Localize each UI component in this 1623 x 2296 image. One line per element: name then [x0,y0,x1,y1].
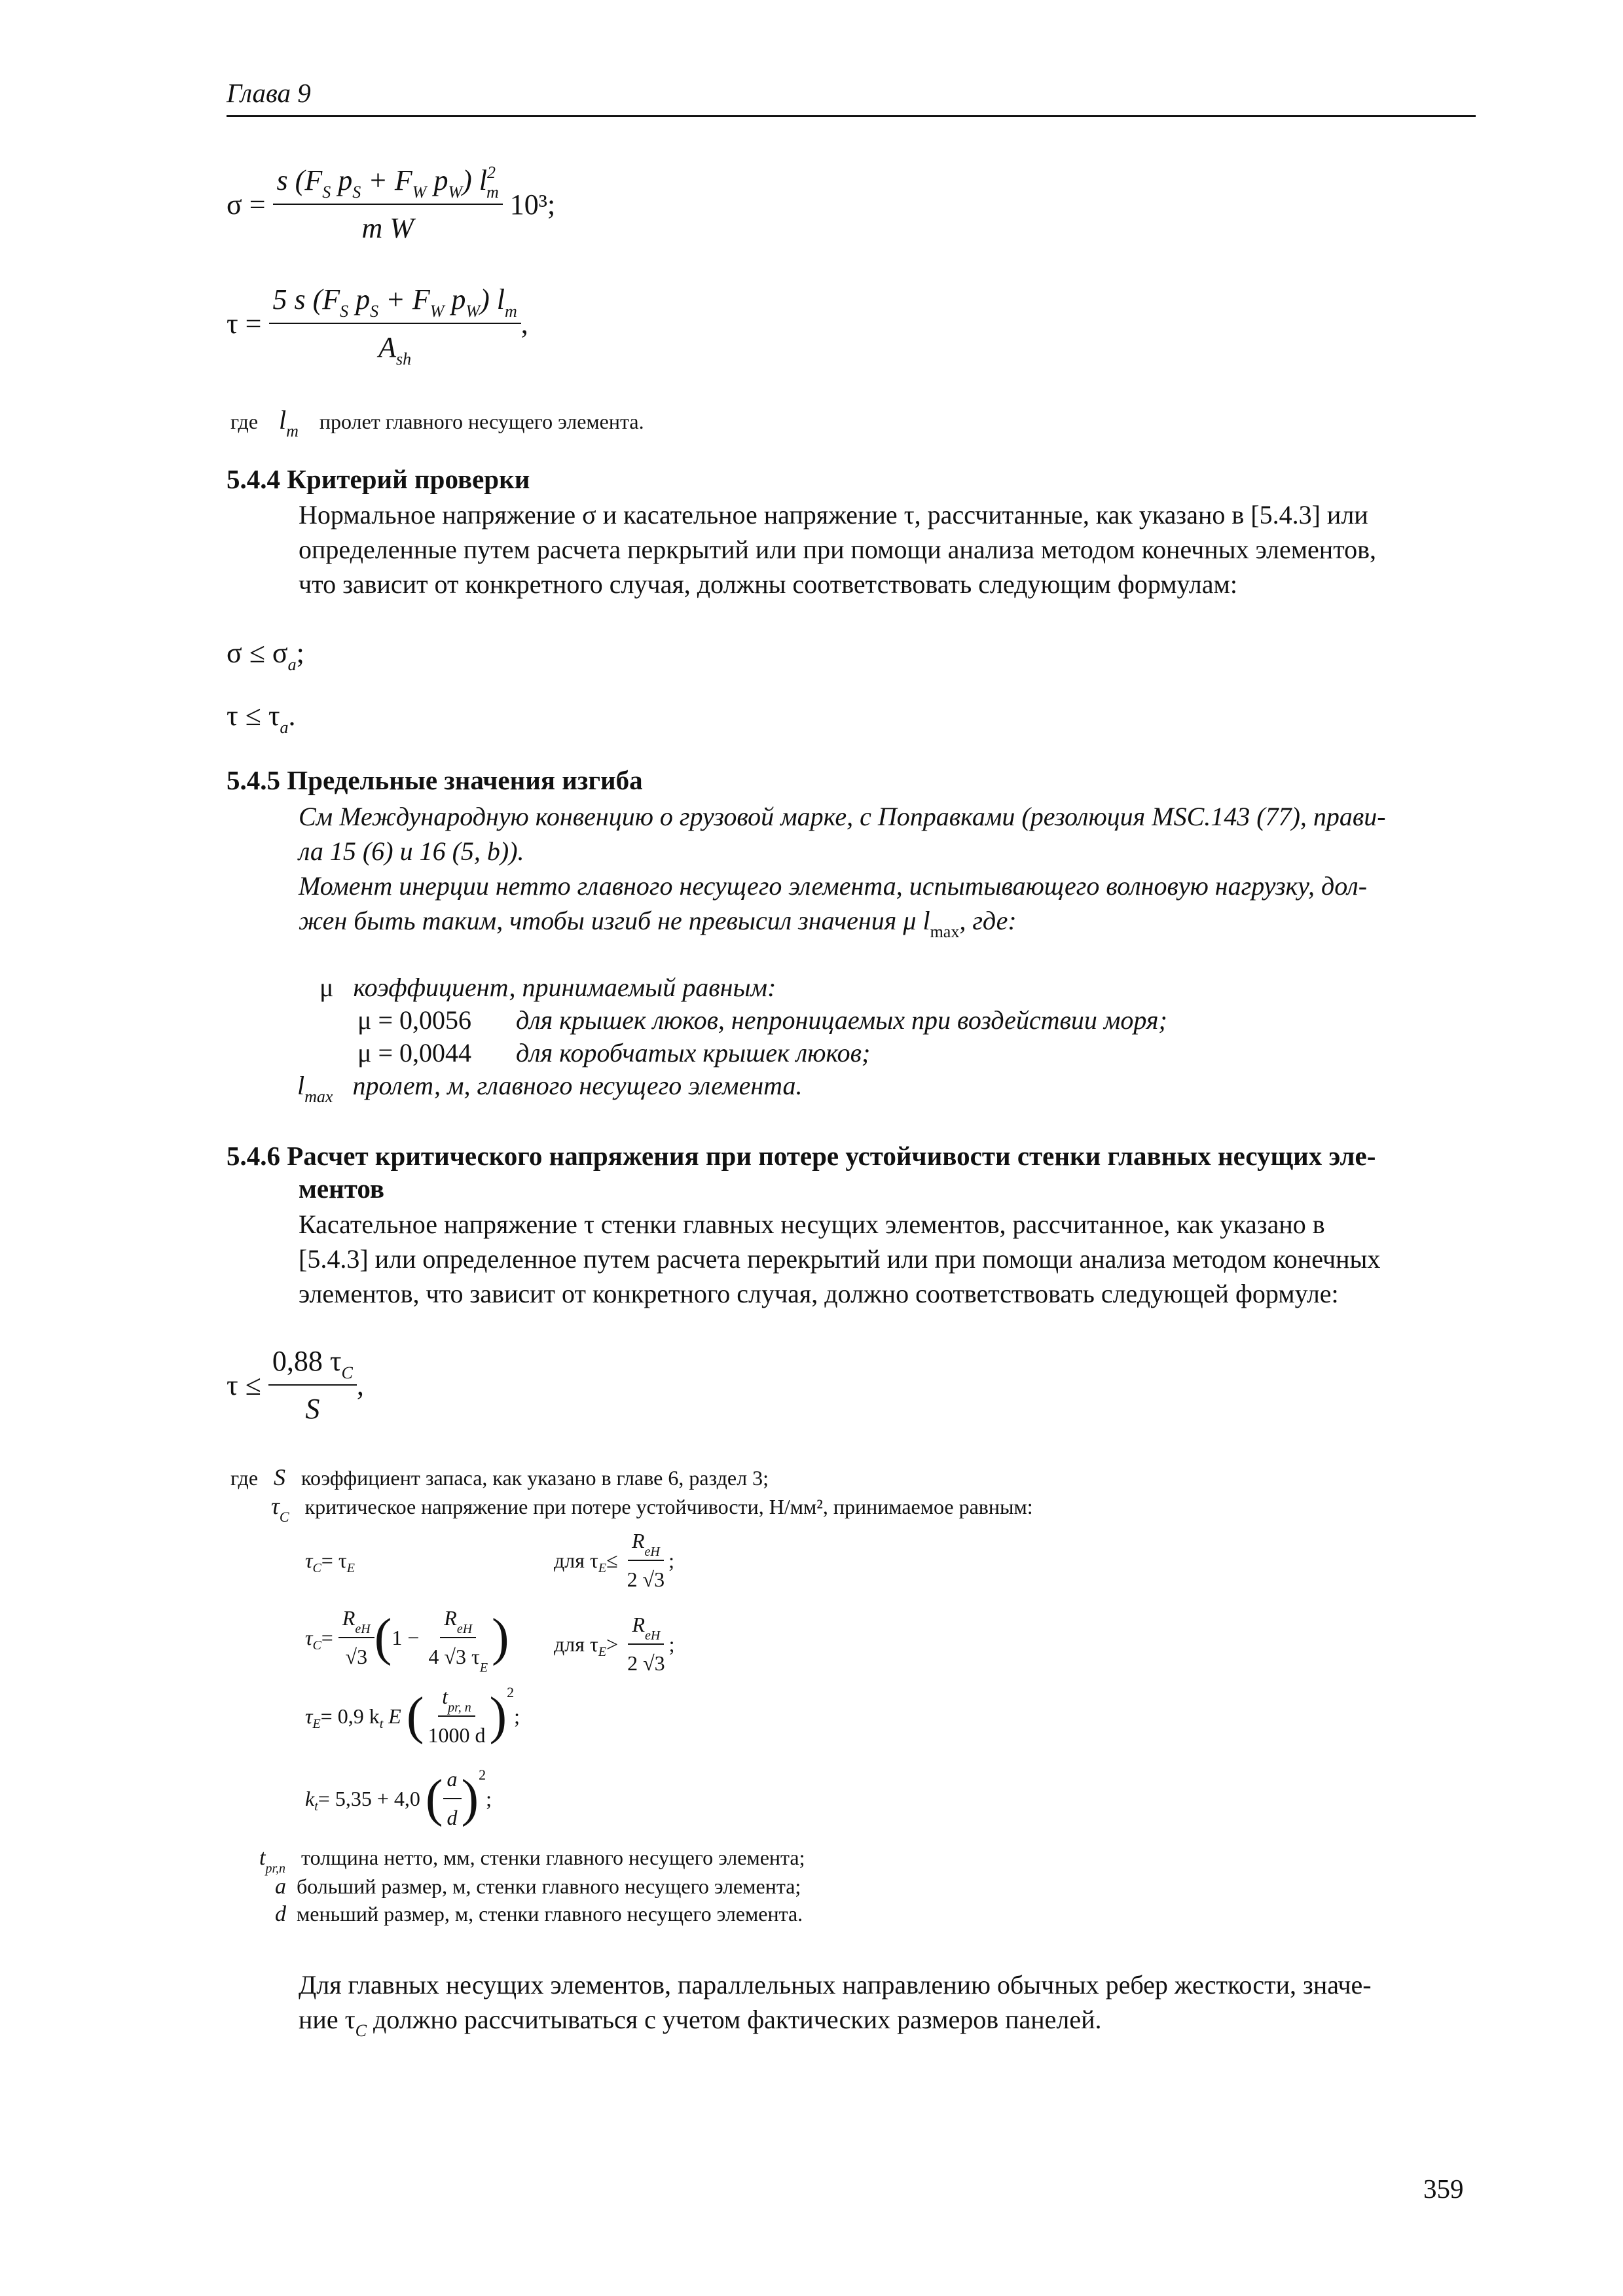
heading-5-4-5: 5.4.5 Предельные значения изгиба [227,765,643,795]
lmax-definition: $l_{max}$ пролет, м, главного несущего элемента. [297,1071,803,1106]
criterion-sigma: $\sigma \le \sigma_a$; [227,637,304,674]
where-tpr: $t_{pr,n}$ толщина нетто, мм, стенки главного несущего элемента; [259,1846,805,1876]
kt-formula: k t = 5,35 + 4,0 ( $\frac{a}{d}$ ) 2 ; [305,1767,492,1829]
para-5-4-5-line4: жен быть таким, чтобы изгиб не превысил значения μ $l_{max}$, где: [299,906,1017,941]
tau-denominator: $A_{sh}$ [378,331,412,368]
final-para-line2: ние $\tau_C$ должно рассчитываться с учетом фактических размеров панелей. [299,2005,1102,2040]
sigma-formula [227,164,555,245]
tau-fraction [269,283,521,368]
mu-value-1-text: для крышек люков, непроницаемых при воздействии моря; [516,1005,1167,1035]
where-lm: где $l_m$ пролет главного несущего элемента. [230,405,644,440]
where-a: a больший размер, м, стенки главного несущего элемента; [275,1874,801,1899]
para-5-4-6-line1: Касательное напряжение τ стенки главных несущих элементов, рассчитанное, как указано в [299,1210,1325,1239]
para-5-4-6-line3: элементов, что зависит от конкретного случая, должно соответствовать следующей формуле: [299,1279,1339,1308]
criterion-tau: $\tau \le \tau_a$. [227,700,296,737]
sigma-numerator: s ($F_S$ $p_S + F_W$ $p_W$) $l^2_m$ [273,164,503,205]
heading-5-4-6-line1: 5.4.6 Расчет критического напряжения при потере устойчивости стенки главных несущих эле- [227,1141,1376,1171]
mu-value-1: μ = 0,0056 [357,1005,472,1035]
sigma-tail: 10³; [509,188,556,221]
tauC-case-2: τ C = $\frac{R_{eH}}{√3}$ ( 1 − $\frac{R_{eH}}{4 √3 \tau_E}$ ) [305,1606,509,1675]
final-para-line1: Для главных несущих элементов, параллельных направлению обычных ребер жесткости, значе- [299,1970,1372,2000]
where-S: где S коэффициент запаса, как указано в главе 6, раздел 3; [230,1464,769,1490]
heading-5-4-6-line2: ментов [299,1174,384,1204]
para-5-4-5-line3: Момент инерции нетто главного несущего элемента, испытывающего волновую нагрузку, дол- [299,871,1368,901]
para-5-4-5-line2: ла 15 (6) и 16 (5, b)). [299,836,524,866]
para-5-4-4-line1: Нормальное напряжение σ и касательное напряжение τ, рассчитанные, как указано в [5.4.3] или [299,500,1368,529]
tau-numerator: 5 s ($F_S$ $p_S + F_W$ $p_W$) $l_m$ [269,283,521,324]
critical-tau-numerator: 0,88 $\tau_C$ [268,1344,357,1386]
heading-5-4-4: 5.4.4 Критерий проверки [227,464,530,494]
sigma-denominator: m W [361,212,414,244]
critical-tau-denominator: S [305,1393,320,1425]
tau-lhs: τ = [227,307,262,340]
sigma-lhs: σ = [227,188,266,221]
sigma-fraction [273,164,503,245]
para-5-4-5-line1: См Международную конвенцию о грузовой марке, с Поправками (резолюция MSC.143 (77), прави- [299,802,1386,831]
tau-tail: , [520,307,528,340]
tauC-case-1: τ C = τ E [305,1549,355,1575]
running-title: Глава 9 [227,78,311,108]
where-d: d меньший размер, м, стенки главного несущего элемента. [275,1902,803,1926]
critical-tau-formula: τ ≤ $\frac{0,88 \tau_C}{S}$ , [227,1345,364,1425]
tauC-case-2-condition: для τ E > $\frac{R_{eH}}{2 √3}$ ; [554,1613,675,1675]
where-tauC: $\tau_C$ критическое напряжение при потере устойчивости, Н/мм², принимаемое равным: [271,1493,1033,1525]
tau-formula [227,283,528,368]
tauC-case-1-condition: для τ E ≤ $\frac{R_{eH}}{2 √3}$ ; [554,1529,675,1591]
para-5-4-4-line3: что зависит от конкретного случая, должны соответствовать следующим формулам: [299,569,1237,599]
header-rule [227,115,1476,117]
tauE-formula: τ E = 0,9 k t E ( $\frac{t_{pr, n}}{1000 d}$ ) 2 ; [305,1684,520,1747]
mu-value-2: μ = 0,0044 [357,1038,472,1067]
para-5-4-4-line2: определенные путем расчета перкрытий или при помощи анализа методом конечных элементов, [299,535,1377,564]
para-5-4-6-line2: [5.4.3] или определенное путем расчета перекрытий или при помощи анализа методом конечных [299,1244,1381,1274]
mu-value-2-text: для коробчатых крышек люков; [516,1038,871,1067]
mu-definition: μ коэффициент, принимаемый равным: [319,973,776,1002]
page-number: 359 [1423,2174,1464,2204]
